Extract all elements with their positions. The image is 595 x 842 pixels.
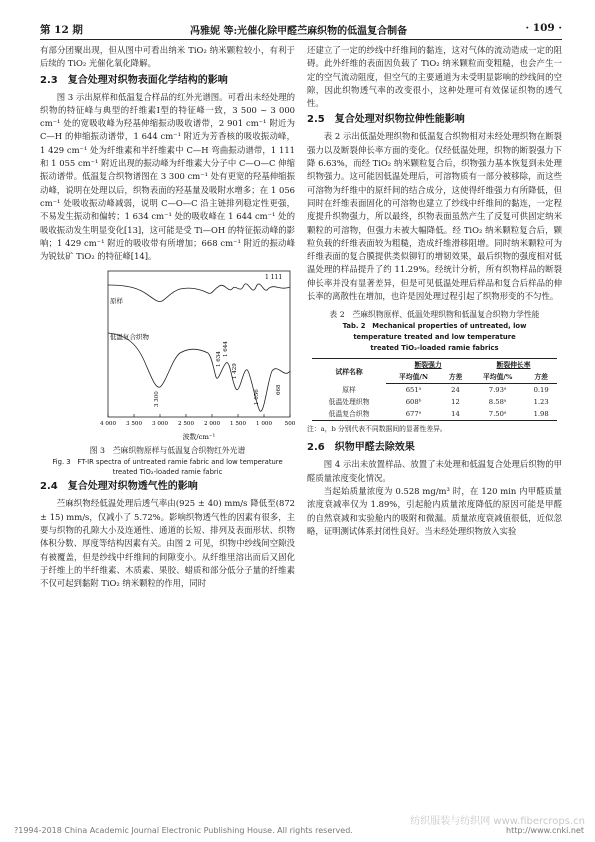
watermark-text: 纺织服装与纺织网 www.fibercrops.cn bbox=[410, 816, 585, 827]
series-line-raw bbox=[108, 284, 290, 302]
table-2-mechanical-properties bbox=[312, 358, 557, 421]
paragraph: 还建立了一定的纱线中纤维间的黏连，这对气体的流动造成一定的阻碍。此外纤维的表面因负载了 TiO₂ 纳米颗粒而变粗糙，也会产生一定的空气流动阻度，但空气的主要通道为未受明显影响的纱线间的空隙，因此织物透气率的改变很小，这种处理可有效保证织物的透气性。 bbox=[307, 45, 562, 109]
table-cell: 1.23 bbox=[533, 398, 549, 407]
x-tick-label: 2 500 bbox=[177, 421, 195, 428]
section-heading-2-5: 2.5 复合处理对织物拉伸性能影响 bbox=[307, 114, 465, 126]
figure-3-caption-cn: 图 3 苎麻织物原样与低温复合织物红外光谱 bbox=[89, 446, 246, 456]
table-header-elongation: 断裂伸长率 bbox=[470, 359, 557, 372]
table-header-breaking-force: 断裂强力 bbox=[386, 359, 470, 372]
issue-number: 第 12 期 bbox=[40, 24, 83, 36]
table-cell: 0.19 bbox=[533, 386, 549, 395]
table-row bbox=[312, 408, 557, 421]
paragraph: 图 3 示出原样和低温复合样品的红外光谱图。可看出未经处理的织物的特征峰与典型的纤维素Ⅰ型的特征峰一致，3 500 ~ 3 000 cm⁻¹ 处的宽吸收峰为羟基伸缩振动吸收谱带，2 901 cm⁻¹ 附近为 C—H 的伸缩振动谱带，1 644 cm⁻¹ 附近为芳香核的吸收振动峰，1 429 cm⁻¹ 处为纤维素和半纤维素中 C—H 弯曲振动谱带，1 111 和 1 055 cm⁻¹ 附近出现的振动峰为纤维素大分子中 C—O—C 伸缩振动谱带。低温复合织物谱图在 3 300 cm⁻¹ 处有更宽的羟基伸缩振动峰，说明在处理以后，织物表面的羟基量及吸附水增多；在 1 056 cm⁻¹ 处吸收振动峰减弱，说明 C—O—C 沿主链排列稳定性更强，不易发生振动和偏转；1 634 cm⁻¹ 处的吸收峰在 1 644 cm⁻¹ 处的吸收振动发生明显变化[13]，这可能是受 Ti—OH 的特征振动峰的影响；1 429 cm⁻¹ 附近的吸收带有所增加；668 cm⁻¹ 附近的振动峰为锐钛矿 TiO₂ 的特征峰[14]。 bbox=[40, 91, 295, 262]
paragraph: 表 2 示出低温处理织物和低温复合织物相对未经处理织物在断裂强力以及断裂伸长率方面的变化。仅经低温处理，织物的断裂强力下降 6.63%，而经 TiO₂ 纳米颗粒复合后，织物强力基本恢复到未处理织物强力。这可能因低温处理后，可溶物质有一部分被移除，而这些可溶物为纤维中的原纤间的结合成分，这使得纤维强力有所降低，但同时在纤维表面固化的可溶物也建立了纱线中纤维间的黏连，一定程度提升织物强力，所以最终，织物表面虽然产生了反复可供固定纳米颗粒的可溶物，但强力未被大幅降低。经 TiO₂ 纳米颗粒复合后，颗粒负载的纤维表面较为粗糙，造成纤维滑移阻增。同时纳米颗粒可为纤维表面的复合膜提供类似铆钉的增韧效果，最后织物的强度相对低温处理的样品提升了约 11.29%。经统计分析，所有织物样品的断裂伸长率并没有显著差异，但是可见低温处理后样品和复合后样品的伸长率的离散性在增加，也许是因处理过程引起了织物形变的不匀性。 bbox=[307, 131, 562, 302]
table-cell: 24 bbox=[451, 386, 460, 395]
table-header-mean-pct: 平均值/% bbox=[470, 371, 525, 384]
series-label-treated: 低温复合织物 bbox=[110, 333, 149, 342]
table-2-caption-en-2: temperature treated and low temperature bbox=[353, 333, 516, 342]
table-cell: 651ᵃ bbox=[405, 386, 422, 395]
table-cell: 低温处理织物 bbox=[328, 398, 370, 407]
x-axis-ticks bbox=[100, 414, 295, 427]
table-cell: 低温复合织物 bbox=[312, 408, 386, 421]
x-tick-label: 4 000 bbox=[99, 421, 117, 428]
plot-frame bbox=[108, 271, 290, 417]
peak-label-3300: 3 300 bbox=[154, 391, 160, 408]
table-cell: 7.93ᵃ bbox=[488, 386, 507, 395]
x-tick-label: 3 000 bbox=[151, 421, 169, 428]
table-header-sample: 试样名称 bbox=[312, 359, 386, 384]
table-row bbox=[312, 396, 557, 408]
running-header bbox=[40, 20, 562, 40]
peak-label-1429: 1 429 bbox=[232, 363, 238, 380]
section-heading-2-6: 2.6 织物甲醛去除效果 bbox=[307, 442, 415, 454]
figure-3-ftir-chart bbox=[40, 267, 295, 443]
series-line-treated bbox=[108, 333, 290, 411]
x-tick-label: 500 bbox=[284, 421, 295, 428]
figure-3-caption-en: Fig. 3 FT-IR spectra of untreated ramie fabric and low temperature treated TiO₂-loaded ramie fabric bbox=[52, 458, 283, 477]
table-header-variance: 方差 bbox=[525, 371, 557, 384]
paragraph: 苎麻织物经低温处理后透气率由(925 ± 40) mm/s 降低至(872 ± 15) mm/s，仅减小了 5.72%。影响织物透气性的因素有很多，主要与织物的孔隙大小及连通性、通道的长短、排列及表面形状、织物体积分数、厚度等结构因素有关。由图 2 可见，织物中纱线间空隙没有被覆盖，但是纱线中纤维间的间隙变小。从纤维里溶出而后又固化于纤维上的半纤维素、木质素、果胶、蜡质和部分低分子量的纤维素不仅可起到黏附 TiO₂ 纳米颗粒的作用，同时 bbox=[40, 498, 295, 589]
right-column bbox=[307, 44, 562, 538]
table-cell: 14 bbox=[441, 408, 470, 421]
left-column bbox=[40, 44, 295, 591]
peak-label-1634: 1 634 bbox=[216, 351, 222, 368]
paragraph: 图 4 示出未放置样品、放置了未处理和低温复合处理后织物的甲醛质量浓度变化情况。 bbox=[307, 459, 562, 483]
copyright-text: ?1994-2018 China Academic Journal Electronic Publishing House. All rights reserved. bbox=[14, 826, 353, 835]
table-cell: 原样 bbox=[342, 386, 356, 395]
table-header-mean-n: 平均值/N bbox=[386, 371, 441, 384]
table-2-caption-en-1: Tab. 2 Mechanical properties of untreated, low bbox=[342, 322, 527, 331]
section-heading-2-3: 2.3 复合处理对织物表面化学结构的影响 bbox=[40, 74, 228, 86]
page-number: · 109 · bbox=[525, 22, 562, 34]
series-label-raw: 原样 bbox=[110, 297, 123, 306]
table-cell: 1.98 bbox=[525, 408, 557, 421]
ftir-spectra-plot bbox=[40, 267, 295, 443]
paragraph: 当起始质量浓度为 0.528 mg/m³ 时，在 120 min 内甲醛质量浓度衰减率仅为 1.89%，引起舱内质量浓度降低的原因可能是甲醛的自然衰减和实验舱内的吸附和微漏。质量浓度衰减值很低，近似忽略，证明测试体系封闭性良好。当未经处理织物放入实验 bbox=[307, 485, 562, 536]
table-cell: 7.50ᵃ bbox=[470, 408, 525, 421]
section-heading-2-4: 2.4 复合处理对织物透气性的影响 bbox=[40, 481, 198, 493]
table-cell: 677ᵃ bbox=[386, 408, 441, 421]
x-axis-label: 波数/cm⁻¹ bbox=[182, 433, 216, 442]
page-footer bbox=[14, 826, 584, 835]
table-2-caption-en-3: treated TiO₂-loaded ramie fabrics bbox=[370, 344, 499, 353]
x-tick-label: 1 000 bbox=[255, 421, 273, 428]
peak-label-1644: 1 644 bbox=[223, 341, 229, 358]
table-row bbox=[312, 384, 557, 397]
table-cell: 12 bbox=[451, 398, 460, 407]
table-cell: 8.58ᵃ bbox=[488, 398, 507, 407]
x-tick-label: 1 500 bbox=[229, 421, 247, 428]
peak-label-1056: 1 056 bbox=[254, 389, 260, 406]
paragraph: 有部分团聚出现，但从图中可看出纳米 TiO₂ 纳米颗粒较小，有利于后续的 TiO₂ 光催化氧化降解。 bbox=[40, 45, 295, 69]
x-tick-label: 3 500 bbox=[125, 421, 143, 428]
table-2-note: 注：a，b 分别代表不同数据间的显著性差异。 bbox=[307, 425, 447, 434]
running-title: 冯雅妮 等:光催化除甲醛苎麻织物的低温复合制备 bbox=[190, 26, 408, 37]
peak-label-668: 668 bbox=[276, 384, 282, 396]
footer-link[interactable]: http://www.cnki.net bbox=[506, 826, 584, 835]
table-cell: 608ᵇ bbox=[405, 398, 422, 407]
table-header-variance: 方差 bbox=[441, 371, 470, 384]
x-tick-label: 2 000 bbox=[203, 421, 221, 428]
peak-label-1111: 1 111 bbox=[265, 274, 283, 282]
table-2-caption-cn: 表 2 苎麻织物原样、低温处理织物和低温复合织物力学性能 bbox=[329, 310, 540, 320]
